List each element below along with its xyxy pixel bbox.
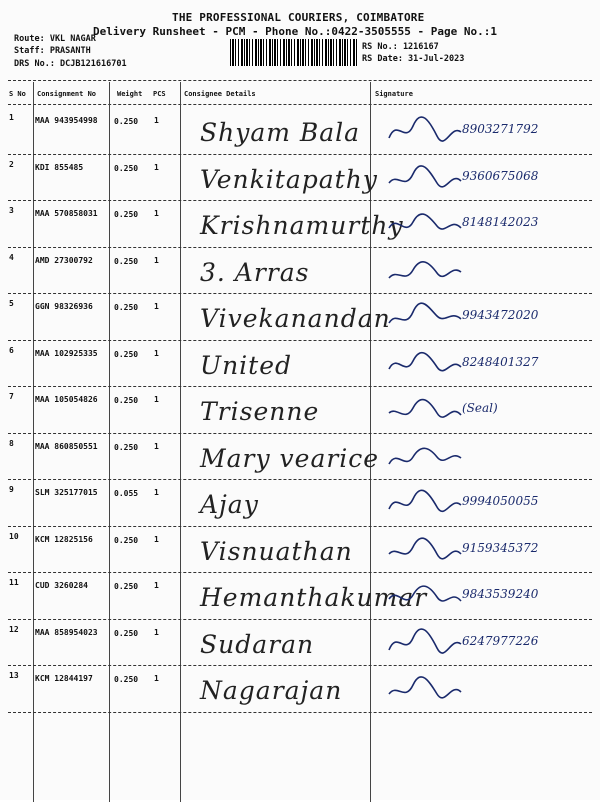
handwritten-consignee: Vivekanandan <box>200 304 391 333</box>
row-weight: 0.250 <box>114 303 139 312</box>
row-pcs: 1 <box>154 209 159 218</box>
row-consignment: MAA 105054826 <box>35 395 98 404</box>
row-sno: 9 <box>9 485 14 494</box>
row-sno: 11 <box>9 578 19 587</box>
col-consignment: Consignment No <box>37 90 97 98</box>
row-sno: 13 <box>9 671 19 680</box>
row-pcs: 1 <box>154 348 159 358</box>
signature-note: 8903271792 <box>462 122 539 136</box>
row-sno: 5 <box>9 299 14 308</box>
row-pcs: 1 <box>154 395 159 404</box>
signature-note: 9360675068 <box>462 168 539 183</box>
row-divider <box>8 200 592 201</box>
row-consignment: KCM 12844197 <box>35 674 93 683</box>
signature-scribble <box>385 626 465 662</box>
signature-scribble <box>385 114 465 150</box>
handwritten-consignee: Ajay <box>200 490 259 519</box>
row-consignment: KCM 12825156 <box>35 534 93 544</box>
col-sno: S No <box>9 90 26 98</box>
row-consignment: MAA 570858031 <box>35 209 98 218</box>
col-divider <box>33 82 34 802</box>
row-sno: 7 <box>9 392 14 401</box>
row-divider <box>8 386 592 387</box>
handwritten-consignee: Venkitapathy <box>200 164 378 194</box>
row-consignment: GGN 98326936 <box>35 302 93 311</box>
signature-scribble <box>385 300 465 336</box>
row-divider <box>8 526 592 527</box>
row-sno: 8 <box>9 438 14 448</box>
row-sno: 12 <box>9 624 19 634</box>
col-signature: Signature <box>375 90 413 98</box>
row-divider <box>8 340 592 341</box>
row-pcs: 1 <box>154 674 159 683</box>
staff-label: Staff: PRASANTH <box>14 46 91 56</box>
row-pcs: 1 <box>154 302 159 311</box>
signature-scribble <box>385 393 465 429</box>
row-consignment: SLM 325177015 <box>35 488 98 497</box>
col-pcs: PCS <box>153 90 166 98</box>
row-pcs: 1 <box>154 162 159 172</box>
signature-note: 9994050055 <box>462 494 539 508</box>
row-sno: 2 <box>9 159 14 169</box>
row-divider <box>8 665 592 666</box>
row-divider <box>8 479 592 480</box>
signature-note: (Seal) <box>462 401 498 415</box>
col-divider <box>180 82 181 802</box>
row-pcs: 1 <box>154 581 159 590</box>
signature-scribble <box>385 161 465 197</box>
row-consignment: AMD 27300792 <box>35 255 93 265</box>
row-weight: 0.250 <box>114 442 139 452</box>
row-divider <box>8 712 592 713</box>
col-weight: Weight <box>117 90 143 98</box>
row-pcs: 1 <box>154 441 159 451</box>
row-consignment: KDI 855485 <box>35 162 84 172</box>
row-divider <box>8 619 592 620</box>
signature-scribble <box>385 533 465 569</box>
signature-note: 9943472020 <box>462 308 539 322</box>
signature-note: 9159345372 <box>462 540 539 555</box>
row-pcs: 1 <box>154 488 159 497</box>
col-divider <box>109 82 110 802</box>
handwritten-consignee: 3. Arras <box>200 257 310 287</box>
signature-note: 6247977226 <box>462 633 539 648</box>
row-divider <box>8 433 592 434</box>
row-sno: 3 <box>9 206 14 215</box>
row-sno: 1 <box>9 113 14 122</box>
row-consignment: MAA 860850551 <box>35 441 98 451</box>
row-consignment: MAA 943954998 <box>35 116 98 125</box>
row-weight: 0.250 <box>114 256 139 266</box>
col-consignee: Consignee Details <box>184 90 256 98</box>
header-divider <box>8 80 592 81</box>
signature-scribble <box>385 207 465 243</box>
row-weight: 0.250 <box>114 163 139 173</box>
signature-note: 9843539240 <box>462 587 539 601</box>
row-divider <box>8 247 592 248</box>
row-sno: 6 <box>9 345 14 355</box>
row-weight: 0.250 <box>114 675 139 684</box>
handwritten-consignee: Trisenne <box>200 397 320 426</box>
drs-number: DRS No.: DCJB121616701 <box>14 59 127 69</box>
row-divider <box>8 572 592 573</box>
signature-note: 8248401327 <box>462 354 539 369</box>
signature-scribble <box>385 254 465 290</box>
handwritten-consignee: Visnuathan <box>200 536 353 566</box>
row-weight: 0.250 <box>114 117 139 126</box>
row-pcs: 1 <box>154 255 159 265</box>
row-weight: 0.250 <box>114 210 139 219</box>
signature-scribble <box>385 486 465 522</box>
row-weight: 0.250 <box>114 535 139 545</box>
signature-scribble <box>385 672 465 708</box>
row-weight: 0.055 <box>114 489 139 498</box>
handwritten-consignee: Sudaran <box>200 629 315 659</box>
route-label: Route: VKL NAGAR <box>14 34 96 44</box>
row-sno: 4 <box>9 252 14 262</box>
row-consignment: MAA 858954023 <box>35 627 98 637</box>
row-weight: 0.250 <box>114 628 139 638</box>
signature-note: 8148142023 <box>462 215 539 229</box>
barcode <box>230 39 358 66</box>
row-pcs: 1 <box>154 534 159 544</box>
row-pcs: 1 <box>154 627 159 637</box>
handwritten-consignee: Shyam Bala <box>200 118 361 147</box>
handwritten-consignee: Krishnamurthy <box>200 211 404 240</box>
row-divider <box>8 154 592 155</box>
rs-date: RS Date: 31-Jul-2023 <box>362 54 465 64</box>
row-weight: 0.250 <box>114 349 139 359</box>
row-consignment: CUD 3260284 <box>35 581 88 590</box>
handwritten-consignee: Hemanthakumar <box>200 583 428 612</box>
runsheet-title: Delivery Runsheet - PCM - Phone No.:0422-3505555 - Page No.:1 <box>93 25 497 38</box>
signature-scribble <box>385 579 465 615</box>
columns-divider <box>8 104 592 105</box>
rs-number: RS No.: 1216167 <box>362 42 439 52</box>
signature-scribble <box>385 347 465 383</box>
handwritten-consignee: Nagarajan <box>200 676 343 705</box>
row-sno: 10 <box>9 531 19 541</box>
row-weight: 0.250 <box>114 582 139 591</box>
row-divider <box>8 293 592 294</box>
handwritten-consignee: Mary vearice <box>200 443 380 473</box>
handwritten-consignee: United <box>200 350 293 380</box>
signature-scribble <box>385 440 465 476</box>
company-name: THE PROFESSIONAL COURIERS, COIMBATORE <box>172 11 425 24</box>
row-weight: 0.250 <box>114 396 139 405</box>
row-pcs: 1 <box>154 116 159 125</box>
row-consignment: MAA 102925335 <box>35 348 98 358</box>
